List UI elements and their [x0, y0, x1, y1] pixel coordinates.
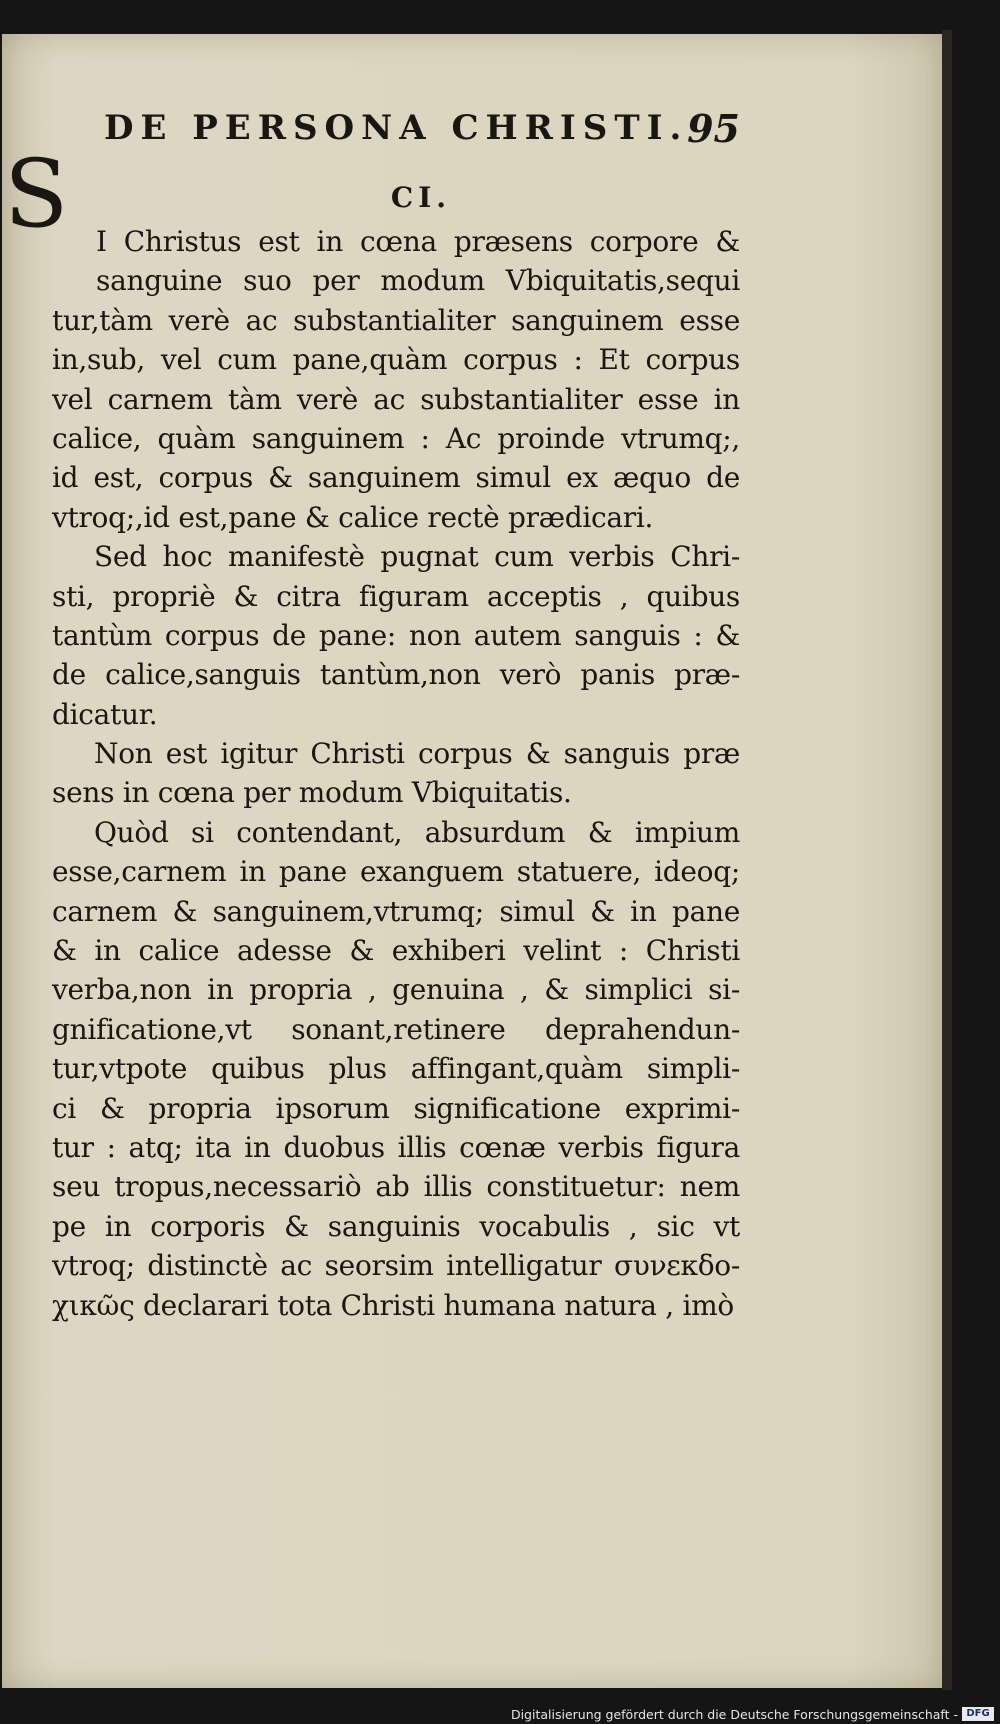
text-line: sti, propriè & citra figuram acceptis , quibus [52, 579, 740, 613]
running-head [52, 108, 740, 174]
text-line: de calice,sanguis tantùm,non verò panis præ- [52, 658, 740, 692]
text-line: sanguine suo per modum Vbiquitatis,sequi [96, 264, 740, 298]
text-line: id est, corpus & sanguinem simul ex æquo de [52, 461, 740, 495]
drop-cap: S [4, 140, 69, 249]
text-line: tantùm corpus de pane: non autem sanguis : & [52, 618, 740, 652]
text-line: vtroq;,id est,pane & calice rectè prædicari. [52, 500, 654, 534]
text-line: Non est igitur Christi corpus & sanguis præ [94, 737, 740, 771]
text-line: tur,vtpote quibus plus affingant,quàm simpli- [52, 1052, 740, 1086]
text-line: χικῶς declarari tota Christi humana natura , imò [52, 1288, 734, 1322]
text-line: sens in cœna per modum Vbiquitatis. [52, 776, 572, 810]
text-line: I Christus est in cœna præsens corpore & [96, 225, 740, 258]
paragraph [52, 537, 740, 734]
text-line: gnificatione,vt sonant,retinere deprahendun- [52, 1012, 740, 1046]
text-line: carnem & sanguinem,vtrumq; simul & in pane [52, 894, 740, 928]
text-line: & in calice adesse & exhiberi velint : Christi [52, 934, 740, 968]
text-line: tur,tàm verè ac substantialiter sanguinem esse [52, 303, 740, 337]
text-line: dicatur. [52, 697, 158, 731]
text-line: calice, quàm sanguinem : Ac proinde vtrumq;, [52, 421, 740, 455]
paragraph [52, 734, 740, 813]
text-line: ci & propria ipsorum significatione exprimi- [52, 1091, 740, 1125]
text-line: verba,non in propria , genuina , & simplici si- [52, 973, 740, 1007]
text-line: seu tropus,necessariò ab illis constituetur: nem [52, 1170, 740, 1204]
text-line: tur : atq; ita in duobus illis cœnæ verbis figura [52, 1130, 740, 1164]
page-number: 95 [687, 106, 740, 151]
text-line: in,sub, vel cum pane,quàm corpus : Et corpus [52, 343, 740, 377]
section-number: CI. [390, 181, 452, 214]
text-line: Quòd si contendant, absurdum & impium [94, 815, 740, 849]
text-line: Sed hoc manifestè pugnat cum verbis Chri- [94, 540, 740, 574]
text-line: esse,carnem in pane exanguem statuere, ideoq; [52, 855, 740, 889]
digitization-credit: Digitalisierung gefördert durch die Deutsche Forschungsgemeinschaft - [510, 1707, 958, 1722]
book-page [2, 34, 942, 1688]
text-line: pe in corporis & sanguinis vocabulis , sic vt [52, 1209, 740, 1243]
paragraph [52, 813, 740, 1325]
paragraph [52, 222, 740, 537]
text-block [52, 108, 740, 1325]
running-title: DE PERSONA CHRISTI. [104, 108, 689, 148]
body-text [52, 222, 740, 1325]
text-line: vtroq; distinctè ac seorsim intelligatur συνεκδο- [52, 1249, 740, 1283]
text-line: vel carnem tàm verè ac substantialiter esse in [52, 382, 740, 416]
page-edge [942, 30, 952, 1690]
dfg-logo: DFG [962, 1707, 994, 1721]
